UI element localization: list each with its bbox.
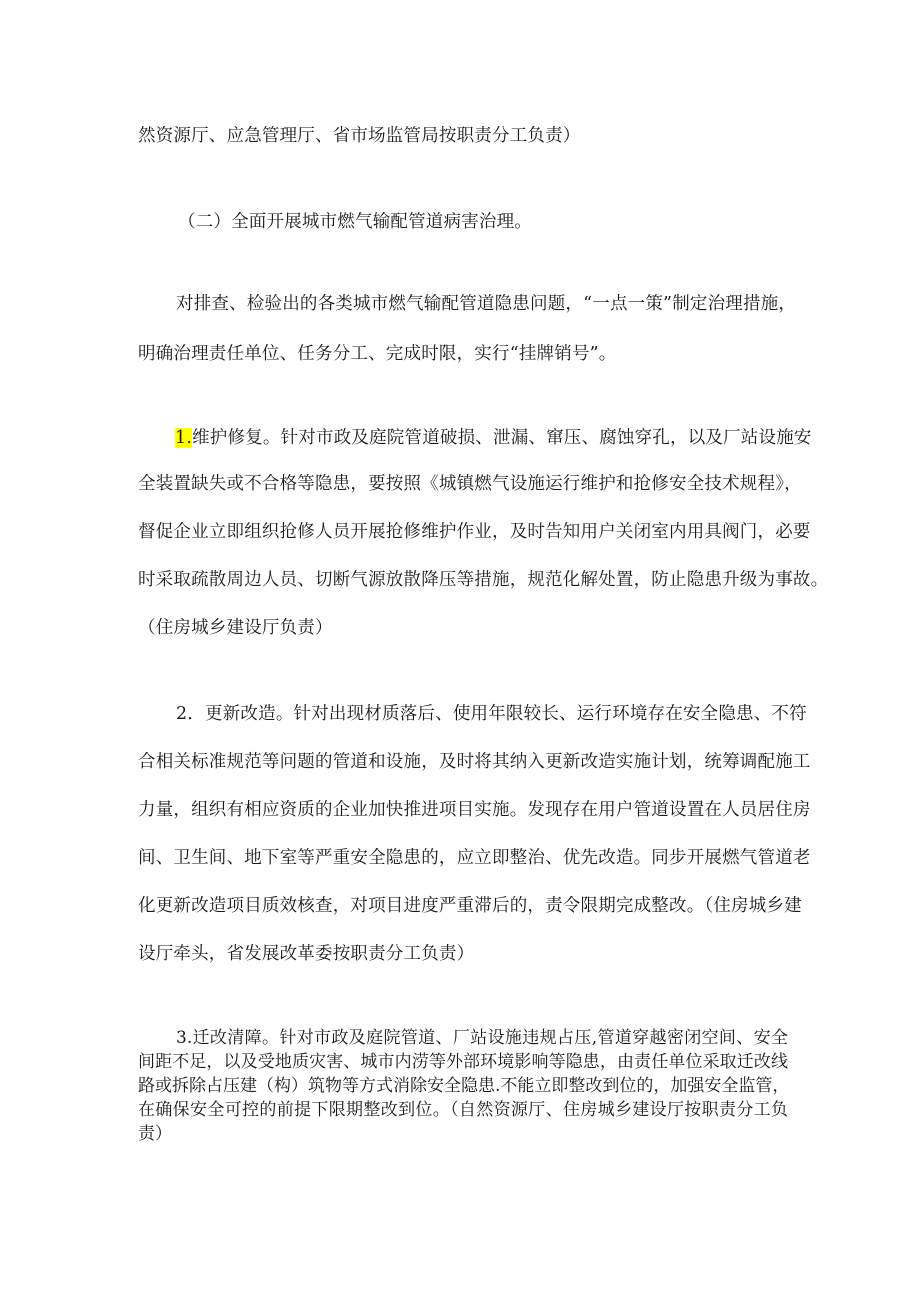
item-3-line-2: 间距不足，以及受地质灾害、城市内涝等外部环境影响等隐患，由责任单位采取迁改线 bbox=[138, 1052, 788, 1072]
intro-line-1: 然资源厅、应急管理厅、省市场监管局按职责分工负责） bbox=[138, 126, 581, 146]
item-1-line-2: 全装置缺失或不合格等隐患，要按照《城镇燃气设施运行维护和抢修安全技术规程》， bbox=[138, 474, 802, 494]
item-1-line-3: 督促企业立即组织抢修人员开展抢修维护作业，及时告知用户关闭室内用具阀门，必要 bbox=[138, 522, 811, 542]
item-1-line-4: 时采取疏散周边人员、切断气源放散降压等措施，规范化解处置，防止隐患升级为事故。 bbox=[138, 570, 829, 590]
section-2-para-line-1: 对排查、检验出的各类城市燃气输配管道隐患问题，“一点一策”制定治理措施， bbox=[176, 294, 797, 314]
item-2-line-6: 设厅牵头，省发展改革委按职责分工负责） bbox=[138, 944, 475, 964]
item-2-line-4: 间、卫生间、地下室等严重安全隐患的，应立即整治、优先改造。同步开展燃气管道老 bbox=[138, 848, 811, 868]
item-1-line-1-text: 维护修复。针对市政及庭院管道破损、泄漏、窜压、腐蚀穿孔，以及厂站设施安 bbox=[192, 428, 812, 448]
item-1-number-highlight: 1. bbox=[175, 428, 193, 448]
item-3-line-3: 路或拆除占压建（构）筑物等方式消除安全隐患.不能立即整改到位的，加强安全监管， bbox=[138, 1076, 790, 1096]
item-1-line-5: （住房城乡建设厅负责） bbox=[138, 618, 333, 638]
item-1-line-1 bbox=[175, 426, 812, 450]
item-3-line-1: 3.迁改清障。针对市政及庭院管道、厂站设施违规占压,管道穿越密闭空间、安全 bbox=[176, 1028, 788, 1048]
item-2-line-5: 化更新改造项目质效核查，对项目进度严重滞后的，责令限期完成整改。（住房城乡建 bbox=[138, 896, 802, 916]
section-2-heading: （二）全面开展城市燃气输配管道病害治理。 bbox=[178, 212, 532, 232]
item-2-line-3: 力量，组织有相应资质的企业加快推进项目实施。发现存在用户管道设置在人员居住房 bbox=[138, 800, 811, 820]
item-3-line-4: 在确保安全可控的前提下限期整改到位。（自然资源厅、住房城乡建设厅按职责分工负 bbox=[138, 1100, 788, 1120]
item-3-line-5: 责） bbox=[138, 1124, 172, 1144]
item-2-line-2: 合相关标准规范等问题的管道和设施，及时将其纳入更新改造实施计划，统筹调配施工 bbox=[138, 752, 811, 772]
section-2-para-line-2: 明确治理责任单位、任务分工、完成时限，实行“挂牌销号”。 bbox=[138, 344, 617, 364]
item-2-line-1: 2．更新改造。针对出现材质落后、使用年限较长、运行环境存在安全隐患、不符 bbox=[176, 704, 807, 724]
